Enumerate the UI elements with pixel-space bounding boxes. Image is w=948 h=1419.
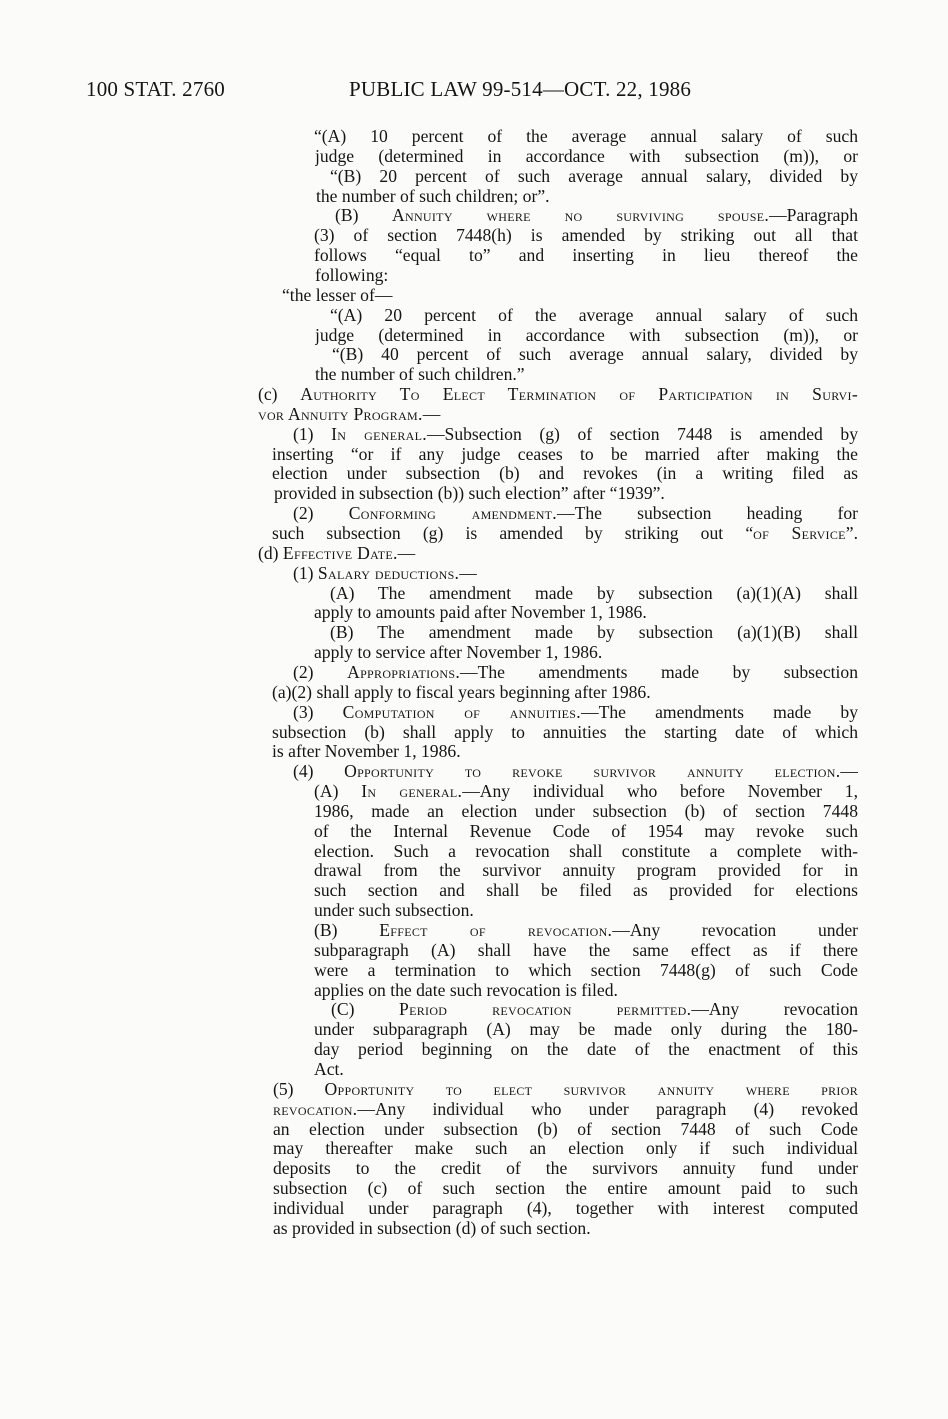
text-line <box>332 345 858 365</box>
line-text: an election under subsection (b) of section 7448 of such Code <box>273 1119 858 1139</box>
text-line <box>293 564 493 584</box>
text-line <box>273 1120 858 1140</box>
small-caps-heading: Effect of revocation. <box>379 921 613 940</box>
line-text: —Any individual who before November 1, <box>462 782 858 802</box>
text-line <box>293 663 858 683</box>
heading-number: (1) <box>293 424 332 444</box>
text-line <box>258 403 441 425</box>
line-text: “(B) 20 percent of such average annual salary, divided by <box>330 166 858 186</box>
text-line <box>314 246 858 266</box>
line-text: —Paragraph <box>769 206 858 226</box>
line-text: is after November 1, 1986. <box>272 741 461 762</box>
text-line <box>314 881 858 901</box>
line-text: ”. <box>845 524 858 543</box>
line-text: (B) The amendment made by subsection (a)(1)(B) shall <box>330 623 858 643</box>
line-text: follows “equal to” and inserting in lieu thereof the <box>314 246 858 266</box>
line-text: such section and shall be filed as provided for elections <box>314 881 858 901</box>
line-text: — <box>840 762 858 782</box>
text-line <box>314 981 704 1001</box>
text-line <box>273 1159 858 1179</box>
line-text: drawal from the survivor annuity program provided for in <box>314 861 858 881</box>
small-caps-heading: Conforming amendment. <box>348 504 557 524</box>
line-text: —The amendments made by subsection <box>460 662 858 682</box>
text-line <box>331 1000 858 1020</box>
line-text: — <box>422 403 441 424</box>
small-caps-heading: In general. <box>361 782 463 802</box>
heading-number: (5) <box>273 1079 325 1099</box>
line-text: subsection (b) shall apply to annuities the starting date of which <box>272 722 858 742</box>
small-caps-heading: In general. <box>331 424 427 444</box>
text-line <box>316 187 556 207</box>
line-text: provided in subsection (b)) such election” after “1939”. <box>274 483 665 504</box>
line-text: of the Internal Revenue Code of 1954 may revoke such <box>314 821 858 841</box>
line-text: apply to service after November 1, 1986. <box>314 642 603 663</box>
text-line <box>314 921 858 941</box>
text-line <box>314 603 734 623</box>
heading-number: (1) <box>293 562 318 583</box>
text-line <box>282 286 422 306</box>
line-text: the number of such children.” <box>315 364 525 385</box>
text-line <box>315 326 858 346</box>
small-caps-heading: Opportunity to revoke survivor annuity election. <box>344 762 841 782</box>
text-line <box>273 1080 858 1100</box>
heading-number: (B) <box>314 921 380 940</box>
text-line <box>314 901 524 921</box>
text-line <box>314 127 858 147</box>
small-caps-heading: Salary deductions. <box>317 562 460 583</box>
heading-number: (2) <box>293 662 348 682</box>
line-text: subparagraph (A) shall have the same effect as if there <box>314 940 858 960</box>
line-text: “(A) 10 percent of the average annual salary of such <box>314 127 858 146</box>
text-line <box>315 364 525 385</box>
text-line <box>258 385 858 405</box>
line-text: (A) The amendment made by subsection (a)(1)(A) shall <box>330 583 858 603</box>
small-caps-heading: Opportunity to elect survivor annuity where prior <box>324 1079 858 1099</box>
small-caps-heading: vor Annuity Program. <box>258 403 423 424</box>
line-text: Act. <box>314 1058 344 1079</box>
line-text: —Any revocation <box>691 1000 858 1020</box>
small-caps-heading: Authority To Elect Termination of Participation in Survi- <box>300 385 858 405</box>
text-line <box>293 762 858 782</box>
stat-page-reference: 100 STAT. 2760 <box>86 77 225 101</box>
text-line <box>293 425 858 445</box>
small-caps-heading: Effective Date. <box>282 542 398 563</box>
text-line <box>330 306 858 326</box>
text-line <box>273 1219 703 1239</box>
heading-number: (c) <box>258 385 301 405</box>
text-line <box>272 683 792 703</box>
text-line <box>314 941 858 961</box>
text-line <box>274 484 814 504</box>
small-caps-heading: revocation. <box>273 1099 358 1119</box>
text-line <box>272 445 858 465</box>
text-line <box>272 723 858 743</box>
heading-number: (3) <box>293 702 343 722</box>
heading-number: (2) <box>293 504 349 524</box>
line-text: under subparagraph (A) may be made only during the 180- <box>314 1020 858 1040</box>
text-line <box>335 206 858 226</box>
heading-number: (d) <box>258 542 283 563</box>
line-text: “(B) 40 percent of such average annual salary, divided by <box>332 345 858 365</box>
public-law-header: PUBLIC LAW 99-514—OCT. 22, 1986 <box>349 77 692 101</box>
line-text: 1986, made an election under subsection (b) of section 7448 <box>314 801 858 821</box>
text-line <box>330 167 858 187</box>
line-text: election. Such a revocation shall constitute a complete with- <box>314 841 858 861</box>
text-line <box>293 504 858 524</box>
line-text: may thereafter make such an election only if such individual <box>273 1139 858 1159</box>
text-line <box>314 861 858 881</box>
line-text: deposits to the credit of the survivors annuity fund under <box>273 1159 858 1179</box>
text-line <box>273 1179 858 1199</box>
text-line <box>273 1100 858 1120</box>
text-line <box>314 802 858 822</box>
text-line <box>314 1060 354 1080</box>
line-text: under such subsection. <box>314 900 474 921</box>
line-text: as provided in subsection (d) of such section. <box>273 1217 591 1238</box>
text-line <box>314 226 858 246</box>
line-text: applies on the date such revocation is filed. <box>314 979 618 1000</box>
text-line <box>314 1040 858 1060</box>
line-text: the number of such children; or”. <box>316 185 550 206</box>
text-line <box>314 782 858 802</box>
text-line <box>315 147 858 167</box>
line-text: — <box>397 542 416 563</box>
small-caps-heading: Annuity where no surviving spouse. <box>391 206 770 226</box>
line-text: individual under paragraph (4), together with interest computed <box>273 1198 858 1218</box>
heading-number: (4) <box>293 762 345 782</box>
line-text: (a)(2) shall apply to fiscal years beginning after 1986. <box>272 681 651 702</box>
line-text: —Subsection (g) of section 7448 is amended by <box>426 424 858 444</box>
line-text: day period beginning on the date of the enactment of this <box>314 1040 858 1060</box>
line-text: were a termination to which section 7448(g) of such Code <box>314 960 858 980</box>
small-caps-heading: Appropriations. <box>347 662 461 682</box>
text-line <box>330 584 858 604</box>
text-line <box>314 822 858 842</box>
small-caps-heading: Period revocation permitted. <box>399 1000 692 1020</box>
line-text: —The amendments made by <box>580 702 858 722</box>
text-line <box>330 623 858 643</box>
text-line <box>272 464 858 484</box>
text-line <box>314 643 714 663</box>
heading-number: (B) <box>335 206 392 226</box>
line-text: subsection (c) of such section the entire amount paid to such <box>273 1179 858 1199</box>
text-line <box>258 544 428 564</box>
text-line <box>273 1139 858 1159</box>
line-text: inserting “or if any judge ceases to be married after making the <box>272 444 858 464</box>
text-line <box>315 266 405 286</box>
line-text: —Any revocation under <box>612 921 858 940</box>
line-text: — <box>459 562 477 583</box>
text-line <box>272 524 858 544</box>
line-text: apply to amounts paid after November 1, 1986. <box>314 602 647 623</box>
small-caps-heading: Computation of annuities. <box>342 702 581 722</box>
text-line <box>314 961 858 981</box>
small-caps-heading: of Service <box>753 524 846 543</box>
text-line <box>273 1199 858 1219</box>
text-line <box>272 742 532 762</box>
line-text: (3) of section 7448(h) is amended by striking out all that <box>314 226 858 246</box>
line-text: election under subsection (b) and revokes (in a writing filed as <box>272 464 858 484</box>
heading-number: (A) <box>314 782 362 802</box>
line-text: judge (determined in accordance with subsection (m)), or <box>315 146 858 166</box>
text-line <box>314 842 858 862</box>
heading-number: (C) <box>331 1000 399 1020</box>
line-text: following: <box>315 264 389 285</box>
line-text: such subsection (g) is amended by striking out “ <box>272 524 754 543</box>
line-text: “(A) 20 percent of the average annual salary of such <box>330 305 858 325</box>
line-text: —The subsection heading for <box>557 504 858 524</box>
line-text: —Any individual who under paragraph (4) revoked <box>357 1099 858 1119</box>
text-line <box>293 703 858 723</box>
line-text: judge (determined in accordance with subsection (m)), or <box>315 325 858 345</box>
text-line <box>314 1020 858 1040</box>
line-text: “the lesser of— <box>282 284 393 305</box>
